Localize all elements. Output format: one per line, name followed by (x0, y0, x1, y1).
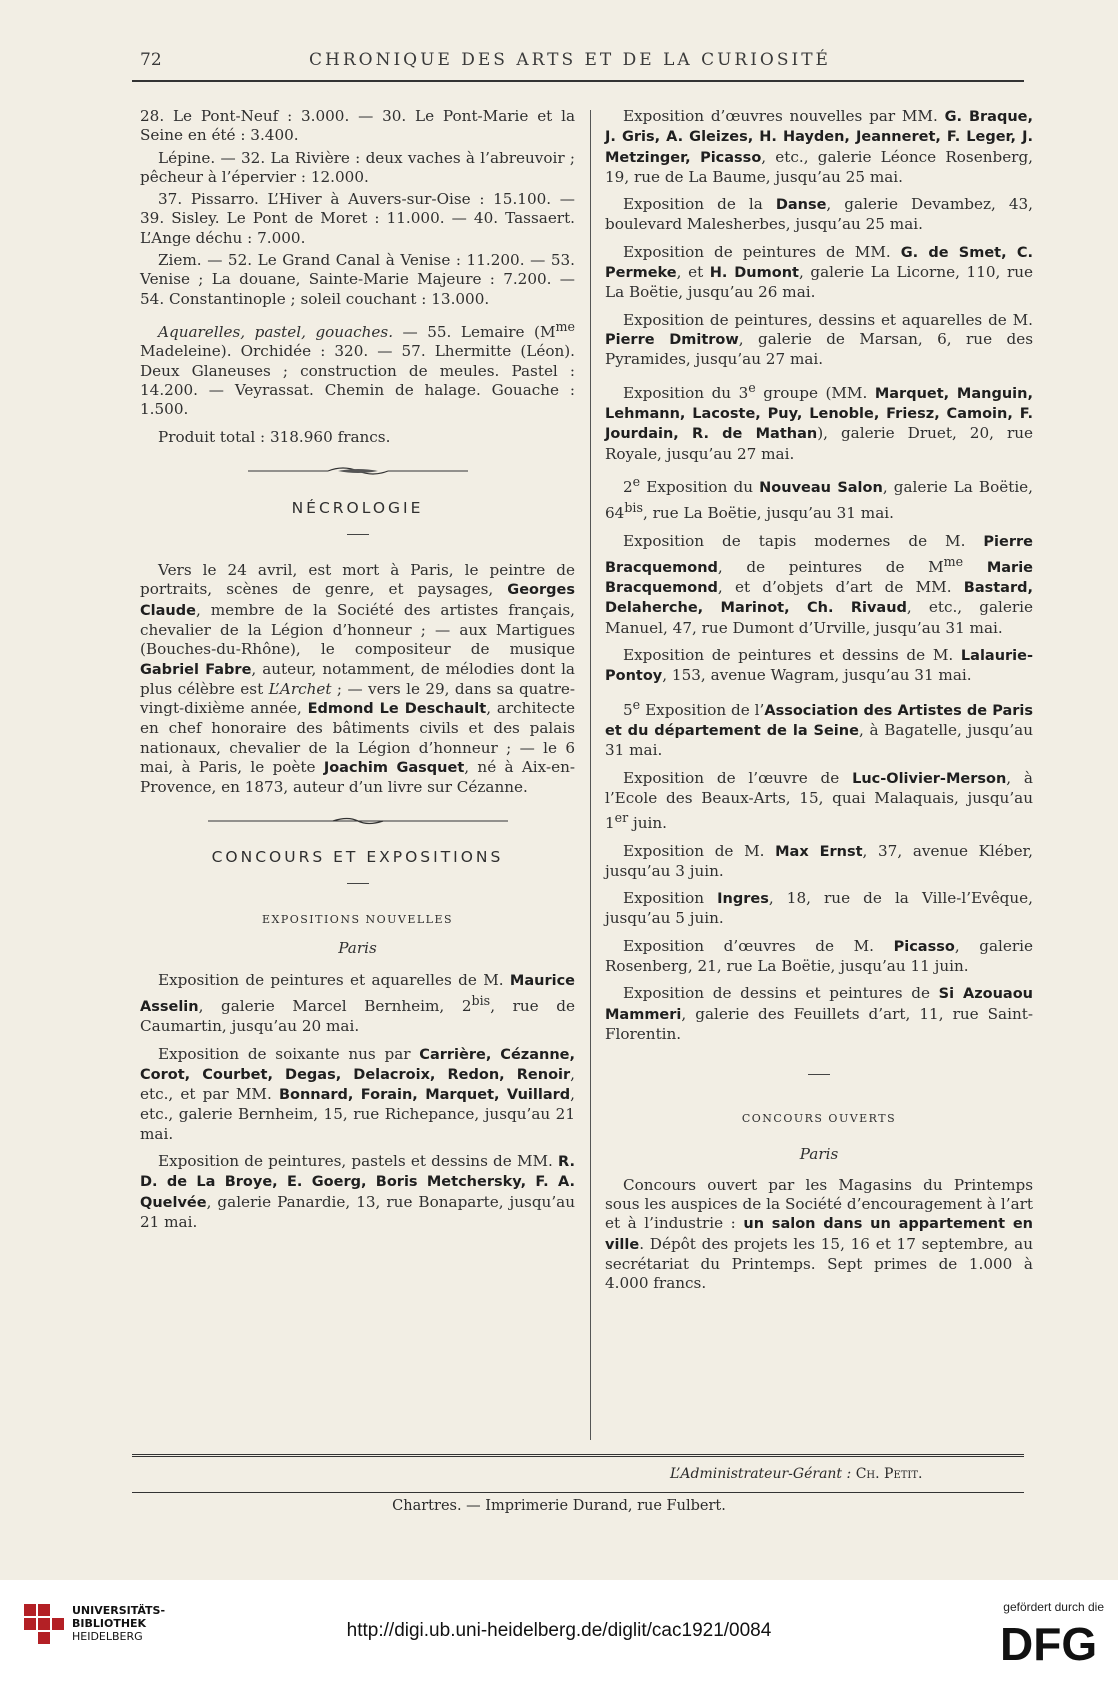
exhibition-entry: 2e Exposition du Nouveau Salon, galerie La Boëtie, $64^{bis}$, rue La Boëtie, jusqu’au 31 mai. (605, 473, 1033, 523)
library-name: UNIVERSITÄTS- BIBLIOTHEK HEIDELBERG (72, 1604, 166, 1643)
exhibition-entry: Exposition de peintures de MM. G. de Smet, C. Permeke, et H. Dumont, galerie La Licorne, 110, rue La Boëtie, jusqu’au 26 mai. (605, 242, 1033, 302)
exhibition-entry: Exposition de peintures et aquarelles de M. Maurice Asselin, galerie Marcel Bernheim, $2^{bis}$, rue de Caumartin, jusqu’au 20 mai. (140, 970, 575, 1036)
exhibition-entry: Exposition de dessins et peintures de Si Azouaou Mammeri, galerie des Feuillets d’art, 11, rue Saint-Florentin. (605, 984, 1033, 1043)
running-head (140, 50, 1000, 74)
competition-entry: Concours ouvert par les Magasins du Printemps sous les auspices de la Société d’encouragement à l’art et à l’industrie : un salon dans un appartement en ville. Dépôt des projets les 15, 16 et 17 septembre, au secrétariat du Printemps. Sept primes de 1.000 à 4.000 francs. (605, 1175, 1033, 1293)
right-column (605, 107, 1033, 1302)
journal-title: CHRONIQUE DES ARTS ET DE LA CURIOSITÉ (309, 50, 831, 70)
section-title-concours: CONCOURS ET EXPOSITIONS (211, 847, 504, 866)
short-rule (347, 883, 369, 884)
page-number: 72 (140, 50, 162, 70)
sale-total: Produit total : 318.960 francs. (158, 427, 391, 446)
sale-paragraph: 28. Le Pont-Neuf : 3.000. — 30. Le Pont-Marie et la Seine en été : 3.400. (140, 107, 575, 145)
exhibition-entry: Exposition de M. Max Ernst, 37, avenue Kléber, jusqu’au 3 juin. (605, 841, 1033, 880)
column-divider (590, 110, 591, 1440)
sale-paragraph: 37. Pissarro. L’Hiver à Auvers-sur-Oise : 15.100. — 39. Sisley. Le Pont de Moret : 11.000. — 40. Tassaert. L’Ange déchu : 7.000. (140, 190, 575, 247)
gerant-line: L’Administrateur-Gérant : Ch. Petit. (670, 1466, 923, 1482)
exhibition-entry: Exposition d’œuvres nouvelles par MM. G. Braque, J. Gris, A. Gleizes, H. Hayden, Jeanneret, F. Leger, J. Metzinger, Picasso, etc., galerie Léonce Rosenberg, 19, rue de La Baume, jusqu’au 25 mai. (605, 107, 1033, 186)
digitization-footer (0, 1580, 1118, 1684)
exhibition-entry: Exposition de peintures, pastels et dessins de MM. R. D. de La Broye, E. Goerg, Boris Metchersky, F. A. Quelvée, galerie Panardie, 13, rue Bonaparte, jusqu’au 21 mai. (140, 1152, 575, 1231)
permalink[interactable]: http://digi.ub.uni-heidelberg.de/diglit/cac1921/0084 (346, 1620, 772, 1641)
section-title-necrologie: NÉCROLOGIE (291, 498, 424, 517)
subsection-title: CONCOURS OUVERTS (741, 1112, 897, 1126)
city-heading: Paris (799, 1144, 839, 1163)
dfg-logo-icon (1000, 1618, 1104, 1666)
bottom-rule (132, 1492, 1024, 1493)
sale-paragraph: Aquarelles, pastel, gouaches. — 55. Lemaire ($M^{me}$ Madeleine). Orchidée : 320. — 57. Lhermitte (Léon). Deux Glaneuses ; construction de meules. Pastel : 14.200. — Veyrassat. Chemin de halage. Gouache : 1.500. (140, 318, 575, 419)
left-column (140, 107, 575, 1240)
exhibition-entry: Exposition de soixante nus par Carrière, Cézanne, Corot, Courbet, Degas, Delacroix, Redon, Renoir, etc., et par MM. Bonnard, Forain, Marquet, Vuillard, etc., galerie Bernheim, 15, rue Richepance, jusqu’au 21 mai. (140, 1044, 575, 1143)
funding-label: gefördert durch die (1003, 1600, 1104, 1614)
bottom-double-rule (132, 1454, 1024, 1458)
short-rule (347, 534, 369, 535)
exhibition-entry: Exposition de peintures, dessins et aquarelles de M. Pierre Dmitrow, galerie de Marsan, 6, rue des Pyramides, jusqu’au 27 mai. (605, 310, 1034, 369)
sale-paragraph: Lépine. — 32. La Rivière : deux vaches à l’abreuvoir ; pêcheur à l’épervier : 12.000. (140, 148, 575, 186)
exhibition-entry: Exposition Ingres, 18, rue de la Ville-l’Evêque, jusqu’au 5 juin. (605, 889, 1033, 928)
subsection-title: EXPOSITIONS NOUVELLES (261, 912, 454, 926)
exhibition-entry: Exposition de la Danse, galerie Devambez, 43, boulevard Malesherbes, jusqu’au 25 mai. (605, 195, 1033, 234)
header-rule (132, 80, 1024, 82)
exhibition-entry: Exposition de tapis modernes de M. Pierre Bracquemond, de peintures de $M^{me}$ Marie Bracquemond, et d’objets d’art de MM. Bastard, Delaherche, Marinot, Ch. Rivaud, etc., galerie Manuel, 47, rue Dumont d’Urville, jusqu’au 31 mai. (605, 531, 1033, 637)
printer-imprint: Chartres. — Imprimerie Durand, rue Fulbert. (392, 1498, 726, 1514)
short-rule (808, 1074, 830, 1075)
exhibition-entry: Exposition d’œuvres de M. Picasso, galerie Rosenberg, 21, rue La Boëtie, jusqu’au 11 juin. (605, 936, 1033, 976)
exhibition-entry: 5e Exposition de l’Association des Artistes de Paris et du département de la Seine, à Bagatelle, jusqu’au 31 mai. (605, 696, 1034, 760)
ornament-divider (208, 816, 508, 826)
exhibition-entry: Exposition du 3e groupe (MM. Marquet, Manguin, Lehmann, Lacoste, Puy, Lenoble, Friesz, Camoin, F. Jourdain, R. de Mathan), galerie Druet, 20, rue Royale, jusqu’au 27 mai. (605, 379, 1033, 463)
city-heading: Paris (338, 939, 377, 958)
necrology-paragraph: Vers le 24 avril, est mort à Paris, le peintre de portraits, scènes de genre, et paysages, Georges Claude, membre de la Société des artistes français, chevalier de la Légion d’honneur ; — aux Martigues (Bouches-du-Rhône), le compositeur de musique Gabriel Fabre, auteur, notamment, de mélodies dont la plus célèbre est L’Archet ; — vers le 29, dans sa quatre-vingt-dixième année, Edmond Le Deschault, architecte en chef honoraire des bâtiments civils et des palais nationaux, chevalier de la Légion d’honneur ; — le 6 mai, à Paris, le poète Joachim Gasquet, né à Aix-en-Provence, en 1873, auteur d’un livre sur Cézanne. (140, 561, 575, 797)
dfg-logo-text: DFG (1000, 1618, 1098, 1666)
exhibition-entry: Exposition de peintures et dessins de M. Lalaurie-Pontoy, 153, avenue Wagram, jusqu’au 31 mai. (605, 646, 1033, 685)
sale-paragraph: Ziem. — 52. Le Grand Canal à Venise : 11.200. — 53. Venise ; La douane, Sainte-Marie Majeure : 7.200. — 54. Constantinople ; soleil couchant : 13.000. (140, 251, 575, 308)
ornament-divider (248, 465, 468, 477)
exhibition-entry: Exposition de l’œuvre de Luc-Olivier-Merson, à l’Ecole des Beaux-Arts, 15, quai Malaquais, jusqu’au 1er juin. (605, 768, 1033, 833)
